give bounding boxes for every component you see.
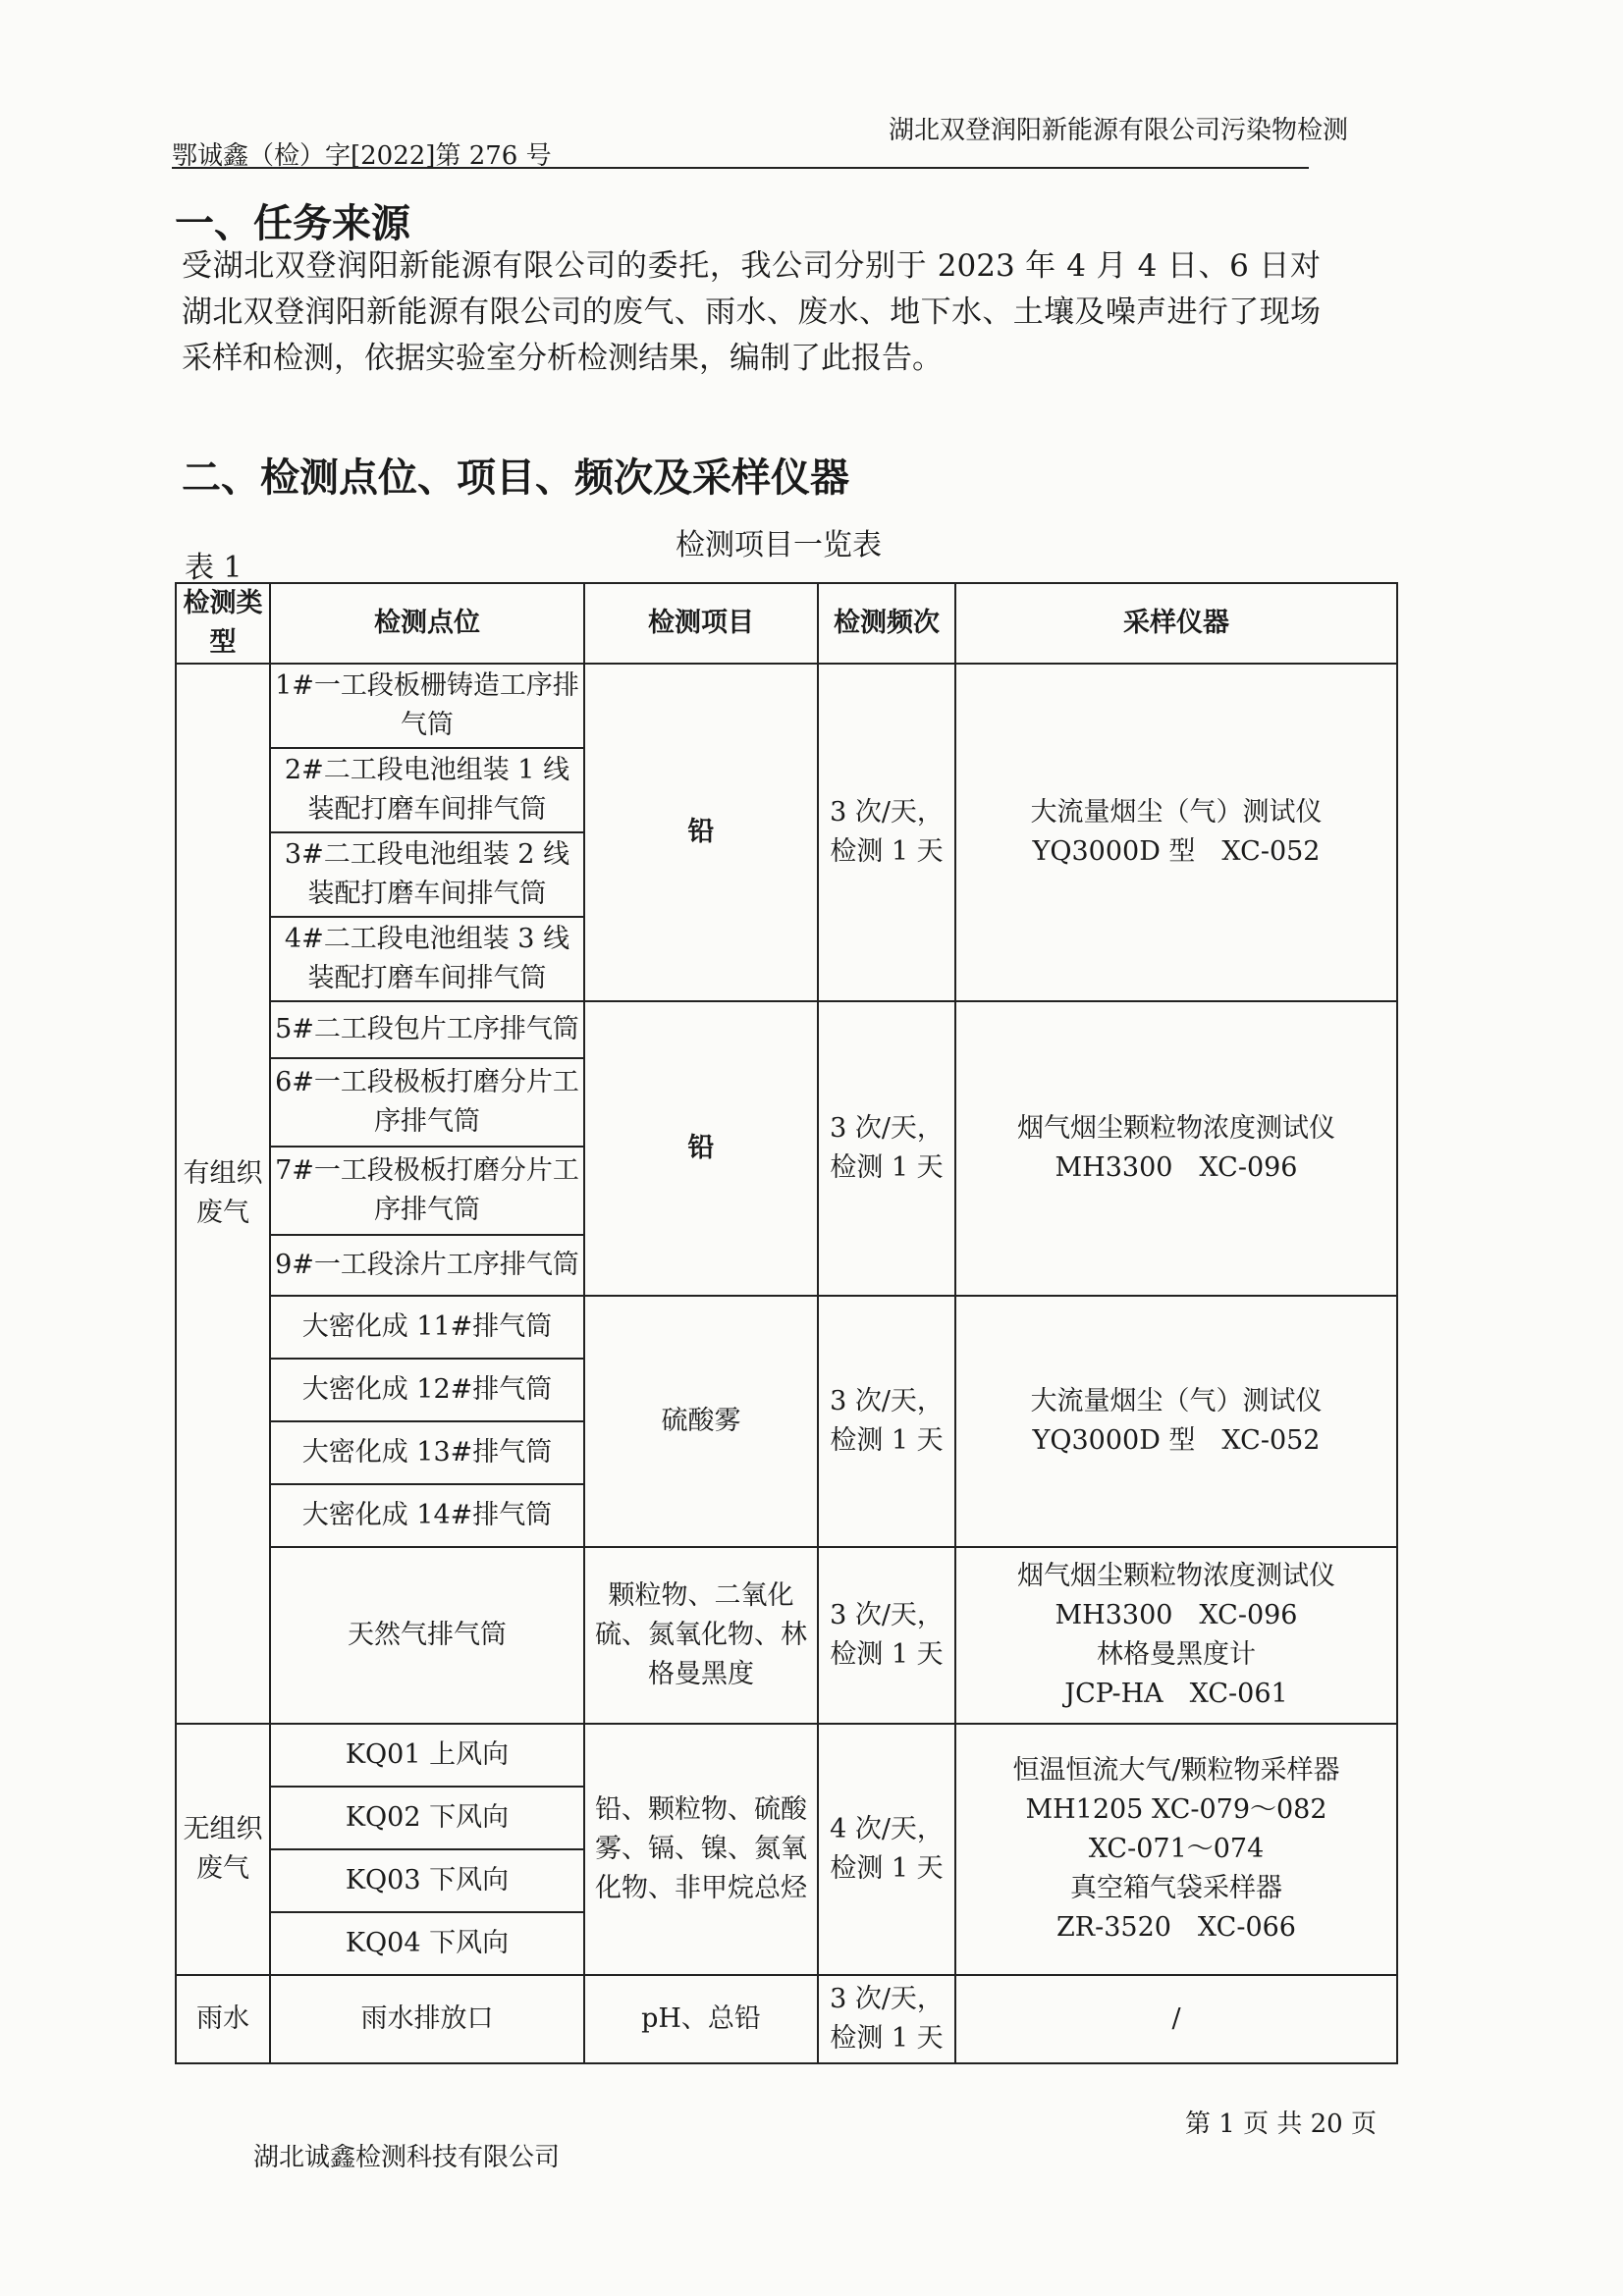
instrument-line: 大流量烟尘（气）测试仪 <box>1030 1386 1323 1416</box>
type-cell: 雨水 <box>176 1975 270 2063</box>
table-header-row <box>176 583 1397 664</box>
instrument-line: 恒温恒流大气/颗粒物采样器 <box>1012 1755 1340 1786</box>
location-cell: 1#一工段板栅铸造工序排气筒 <box>270 664 584 748</box>
instrument-line: 烟气烟尘颗粒物浓度测试仪 <box>1017 1561 1335 1591</box>
footer-company: 湖北诚鑫检测科技有限公司 <box>253 2143 561 2172</box>
frequency-cell: 3 次/天，检测 1 天 <box>818 1001 955 1296</box>
location-cell: 7#一工段极板打磨分片工序排气筒 <box>270 1147 584 1235</box>
instrument-cell <box>955 1296 1397 1547</box>
header-type: 检测类型 <box>176 583 270 664</box>
monitoring-items-table <box>175 582 1398 2064</box>
item-cell: 铅、颗粒物、硫酸雾、镉、镍、氮氧化物、非甲烷总烃 <box>584 1724 818 1975</box>
document-number: 鄂诚鑫（检）字[2022]第 276 号 <box>172 141 552 171</box>
frequency-cell: 3 次/天，检测 1 天 <box>818 1296 955 1547</box>
instrument-line: ZR-3520 XC-066 <box>1056 1912 1296 1943</box>
instrument-line: XC-071～074 <box>1088 1834 1265 1864</box>
instrument-line: MH3300 XC-096 <box>1055 1152 1298 1183</box>
frequency-cell: 3 次/天，检测 1 天 <box>818 1975 955 2063</box>
instrument-line: MH1205 XC-079～082 <box>1025 1794 1327 1825</box>
instrument-line: 大流量烟尘（气）测试仪 <box>1030 797 1323 828</box>
table-number: 表 1 <box>185 551 243 585</box>
frequency-cell: 4 次/天，检测 1 天 <box>818 1724 955 1975</box>
instrument-line: 真空箱气袋采样器 <box>1070 1873 1282 1903</box>
table-row <box>176 1001 1397 1058</box>
item-cell: 硫酸雾 <box>584 1296 818 1547</box>
location-cell: 大密化成 13#排气筒 <box>270 1421 584 1484</box>
table-row <box>176 1547 1397 1724</box>
table-row <box>176 1724 1397 1787</box>
instrument-line: YQ3000D 型 XC-052 <box>1032 1425 1321 1456</box>
instrument-line: 林格曼黑度计 <box>1097 1639 1256 1670</box>
location-cell: KQ04 下风向 <box>270 1912 584 1975</box>
item-cell: 颗粒物、二氧化硫、氮氧化物、林格曼黑度 <box>584 1547 818 1724</box>
frequency-cell: 3 次/天，检测 1 天 <box>818 664 955 1001</box>
section-paragraph-1: 受湖北双登润阳新能源有限公司的委托，我公司分别于 2023 年 4 月 4 日、6 日对湖北双登润阳新能源有限公司的废气、雨水、废水、地下水、土壤及噪声进行了现场采样和检测，依据实验室分析检测结果，编制了此报告。 <box>182 248 1321 376</box>
location-cell: KQ01 上风向 <box>270 1724 584 1787</box>
location-cell: 天然气排气筒 <box>270 1547 584 1724</box>
location-cell: KQ03 下风向 <box>270 1849 584 1912</box>
table-row <box>176 1975 1397 2063</box>
table-title: 检测项目一览表 <box>676 528 882 562</box>
instrument-cell <box>955 664 1397 1001</box>
section-heading-1: 一、任务来源 <box>175 201 410 246</box>
location-cell: KQ02 下风向 <box>270 1787 584 1849</box>
location-cell: 3#二工段电池组装 2 线装配打磨车间排气筒 <box>270 832 584 917</box>
instrument-cell <box>955 1724 1397 1975</box>
table-row <box>176 1296 1397 1359</box>
header-rule <box>172 167 1309 169</box>
instrument-cell <box>955 1001 1397 1296</box>
header-frequency: 检测频次 <box>818 583 955 664</box>
type-cell: 有组织废气 <box>176 664 270 1724</box>
item-cell: 铅 <box>584 1001 818 1296</box>
table-row <box>176 664 1397 748</box>
instrument-cell: / <box>955 1975 1397 2063</box>
frequency-cell: 3 次/天，检测 1 天 <box>818 1547 955 1724</box>
location-cell: 大密化成 11#排气筒 <box>270 1296 584 1359</box>
location-cell: 5#二工段包片工序排气筒 <box>270 1001 584 1058</box>
location-cell: 2#二工段电池组装 1 线装配打磨车间排气筒 <box>270 748 584 832</box>
header-title: 湖北双登润阳新能源有限公司污染物检测 <box>889 116 1349 145</box>
location-cell: 6#一工段极板打磨分片工序排气筒 <box>270 1058 584 1147</box>
location-cell: 大密化成 12#排气筒 <box>270 1359 584 1421</box>
item-cell: 铅 <box>584 664 818 1001</box>
instrument-line: MH3300 XC-096 <box>1055 1600 1298 1630</box>
section-heading-2: 二、检测点位、项目、频次及采样仪器 <box>182 455 849 501</box>
header-item: 检测项目 <box>584 583 818 664</box>
instrument-line: JCP-HA XC-061 <box>1064 1679 1288 1709</box>
page-number: 第 1 页 共 20 页 <box>1185 2109 1377 2139</box>
instrument-line: YQ3000D 型 XC-052 <box>1032 836 1321 867</box>
instrument-line: 烟气烟尘颗粒物浓度测试仪 <box>1017 1113 1335 1144</box>
item-cell: pH、总铅 <box>584 1975 818 2063</box>
location-cell: 雨水排放口 <box>270 1975 584 2063</box>
instrument-cell <box>955 1547 1397 1724</box>
header-location: 检测点位 <box>270 583 584 664</box>
location-cell: 大密化成 14#排气筒 <box>270 1484 584 1547</box>
location-cell: 4#二工段电池组装 3 线装配打磨车间排气筒 <box>270 917 584 1001</box>
type-cell: 无组织废气 <box>176 1724 270 1975</box>
location-cell: 9#一工段涂片工序排气筒 <box>270 1235 584 1296</box>
header-instrument: 采样仪器 <box>955 583 1397 664</box>
